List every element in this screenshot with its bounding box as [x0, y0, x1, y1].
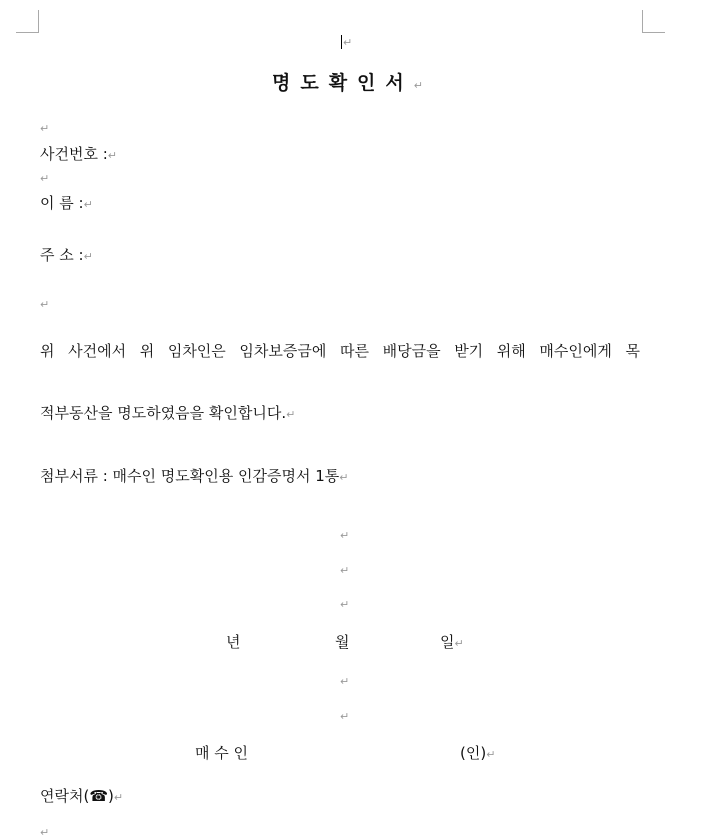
seal-label: (인)	[460, 744, 487, 762]
phone-icon: ☎	[89, 787, 109, 805]
paragraph-mark: ↵	[486, 748, 496, 761]
buyer-label[interactable]: 매 수 인	[195, 744, 249, 762]
contact-label: 연락처(	[40, 787, 90, 805]
paragraph-mark: ↵	[454, 637, 464, 650]
page-corner-mark-top-right	[642, 10, 665, 33]
address-label: 주 소 :	[40, 246, 84, 264]
name-label: 이 름 :	[40, 194, 84, 212]
case-number-label: 사건번호 :	[40, 145, 108, 163]
address-line[interactable]	[40, 244, 93, 265]
paragraph-mark: ↵	[343, 36, 353, 49]
paragraph-mark: ↵	[83, 198, 93, 211]
paragraph-mark: ↵	[340, 598, 350, 611]
text-cursor	[341, 35, 342, 49]
contact-close-paren: )	[108, 787, 114, 805]
paragraph-mark: ↵	[40, 826, 50, 839]
seal-line[interactable]	[460, 742, 495, 763]
date-year[interactable]: 년	[226, 633, 241, 651]
document-title: 명도확인서	[272, 72, 414, 94]
body-text-line-2: 적부동산을 명도하였음을 확인합니다.	[40, 404, 287, 422]
paragraph-mark: ↵	[339, 471, 349, 484]
attachment-line[interactable]	[40, 465, 348, 486]
paragraph-mark: ↵	[340, 710, 350, 723]
paragraph-mark: ↵	[40, 122, 50, 135]
body-text-line-2-wrap[interactable]	[40, 402, 295, 423]
paragraph-mark: ↵	[83, 250, 93, 263]
name-line[interactable]	[40, 192, 93, 213]
contact-line[interactable]	[40, 785, 123, 806]
paragraph-mark: ↵	[113, 791, 124, 804]
document-title-line[interactable]	[272, 68, 423, 95]
paragraph-mark: ↵	[340, 564, 350, 577]
body-text-line-1[interactable]: 위 사건에서 위 임차인은 임차보증금에 따른 배당금을 받기 위해 매수인에게 목	[40, 342, 640, 360]
paragraph-mark: ↵	[413, 79, 423, 92]
case-number-line[interactable]	[40, 143, 117, 164]
paragraph-mark: ↵	[40, 298, 50, 311]
page-corner-mark-top-left	[16, 10, 39, 33]
paragraph-mark: ↵	[286, 408, 296, 421]
paragraph-mark: ↵	[40, 172, 50, 185]
attachment-text: 첨부서류 : 매수인 명도확인용 인감증명서 1통	[40, 467, 340, 485]
date-day-line[interactable]	[440, 631, 464, 652]
date-day: 일	[440, 633, 455, 651]
date-month[interactable]: 월	[335, 633, 350, 651]
paragraph-mark: ↵	[340, 529, 350, 542]
paragraph-mark: ↵	[340, 675, 350, 688]
paragraph-mark: ↵	[107, 149, 118, 162]
